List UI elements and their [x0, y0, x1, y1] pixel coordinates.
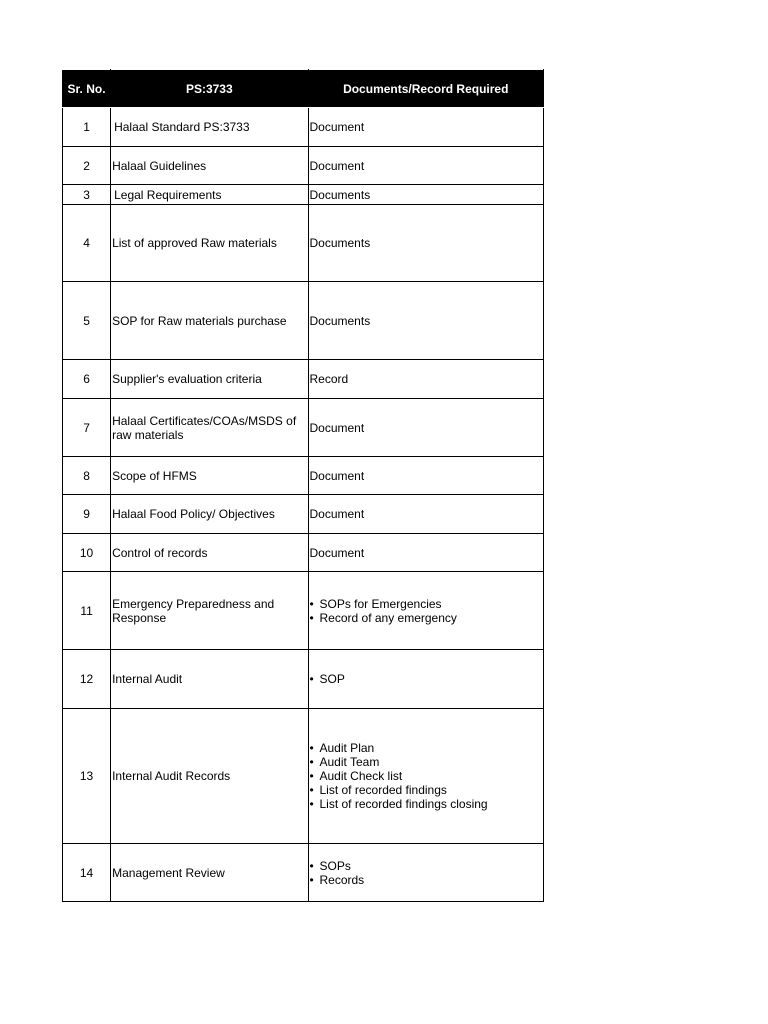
bullet-list-item [310, 611, 544, 625]
table-row [63, 844, 544, 902]
requirement-item-cell: Control of records [111, 534, 308, 572]
sr-no-cell: 8 [63, 457, 111, 495]
bullet-text: Audit Team [319, 755, 380, 769]
documents-required-cell [308, 534, 544, 572]
sr-no-cell: 9 [63, 495, 111, 534]
requirement-item-cell: Halaal Food Policy/ Objectives [111, 495, 308, 534]
requirement-item-cell: Scope of HFMS [111, 457, 308, 495]
sr-no-cell: 4 [63, 205, 111, 282]
header-standard: PS:3733 [111, 70, 308, 108]
bullet-text: Audit Check list [319, 769, 403, 783]
sr-no-cell: 10 [63, 534, 111, 572]
table-row [63, 572, 544, 650]
sr-no-cell: 6 [63, 360, 111, 399]
bullet-text: SOPs for Emergencies [319, 596, 442, 611]
sr-no-cell: 14 [63, 844, 111, 902]
bullet-text: Record of any emergency [319, 610, 457, 625]
documents-required-cell [308, 360, 544, 399]
table-row [63, 282, 544, 360]
table-row [63, 650, 544, 709]
bullet-list-item [310, 672, 544, 686]
bullet-list-item [310, 741, 544, 755]
bullet-icon: • [309, 596, 314, 611]
requirement-item-cell: Supplier's evaluation criteria [111, 360, 308, 399]
document-type-text: Documents [309, 313, 371, 328]
bullet-icon: • [309, 872, 314, 887]
bullet-list-item [310, 769, 544, 783]
bullet-list-item [310, 597, 544, 611]
sr-no-cell: 13 [63, 709, 111, 844]
documents-required-cell [308, 709, 544, 844]
requirements-table [62, 69, 544, 902]
documents-required-cell [308, 650, 544, 709]
document-type-text: Record [309, 372, 349, 386]
bullet-icon: • [309, 672, 314, 686]
table-row [63, 185, 544, 205]
sr-no-cell: 11 [63, 572, 111, 650]
table-row [63, 534, 544, 572]
documents-required-cell [308, 572, 544, 650]
table-row [63, 108, 544, 147]
bullet-list-item [310, 783, 544, 797]
documents-required-cell [308, 147, 544, 185]
document-type-text: Document [309, 545, 365, 560]
documents-required-cell [308, 495, 544, 534]
bullet-text: SOP [319, 672, 345, 686]
table-header [63, 70, 544, 108]
bullet-icon: • [309, 858, 314, 873]
document-type-text: Document [309, 420, 365, 435]
table-row [63, 147, 544, 185]
requirement-item-cell: Halaal Certificates/COAs/MSDS of raw materials [111, 399, 308, 457]
bullet-list [310, 741, 544, 811]
bullet-list-item [310, 873, 544, 887]
sr-no-cell: 7 [63, 399, 111, 457]
requirement-item-cell: Internal Audit Records [111, 709, 308, 844]
document-type-text: Documents [309, 236, 371, 250]
requirement-item-cell: Emergency Preparedness and Response [111, 572, 308, 650]
documents-required-cell [308, 844, 544, 902]
sr-no-cell: 3 [63, 185, 111, 205]
bullet-list-item [310, 755, 544, 769]
bullet-list [310, 859, 544, 887]
documents-required-cell [308, 282, 544, 360]
document-type-text: Documents [309, 187, 371, 202]
bullet-icon: • [309, 741, 314, 755]
table-row [63, 399, 544, 457]
sr-no-cell: 5 [63, 282, 111, 360]
table-row [63, 709, 544, 844]
documents-required-cell [308, 457, 544, 495]
requirement-item-cell: Halaal Standard PS:3733 [111, 108, 308, 147]
document-type-text: Document [309, 158, 365, 173]
bullet-list [310, 597, 544, 625]
documents-required-cell [308, 108, 544, 147]
sr-no-cell: 2 [63, 147, 111, 185]
bullet-icon: • [309, 755, 314, 769]
document-type-text: Document [309, 120, 365, 134]
sr-no-cell: 1 [63, 108, 111, 147]
table-body [63, 108, 544, 902]
header-sr-no: Sr. No. [63, 70, 111, 108]
bullet-text: Audit Plan [319, 741, 375, 755]
requirement-item-cell: Legal Requirements [111, 185, 308, 205]
bullet-icon: • [309, 610, 314, 625]
requirement-item-cell: Management Review [111, 844, 308, 902]
documents-required-cell [308, 399, 544, 457]
header-documents: Documents/Record Required [308, 70, 544, 108]
requirement-item-cell: Halaal Guidelines [111, 147, 308, 185]
document-type-text: Document [309, 507, 365, 521]
bullet-icon: • [309, 797, 314, 811]
requirement-item-cell: Internal Audit [111, 650, 308, 709]
bullet-text: SOPs [319, 858, 351, 873]
table-row [63, 457, 544, 495]
table-row [63, 495, 544, 534]
header-row [63, 70, 544, 108]
document-type-text: Document [309, 468, 365, 483]
documents-required-cell [308, 185, 544, 205]
bullet-text: List of recorded findings closing [319, 797, 488, 811]
table-row [63, 205, 544, 282]
bullet-list-item [310, 859, 544, 873]
bullet-text: List of recorded findings [319, 783, 447, 797]
requirement-item-cell: SOP for Raw materials purchase [111, 282, 308, 360]
table-row [63, 360, 544, 399]
bullet-list-item [310, 797, 544, 811]
bullet-icon: • [309, 783, 314, 797]
requirement-item-cell: List of approved Raw materials [111, 205, 308, 282]
bullet-icon: • [309, 769, 314, 783]
bullet-text: Records [319, 872, 365, 887]
documents-required-cell [308, 205, 544, 282]
sr-no-cell: 12 [63, 650, 111, 709]
bullet-list [310, 672, 544, 686]
